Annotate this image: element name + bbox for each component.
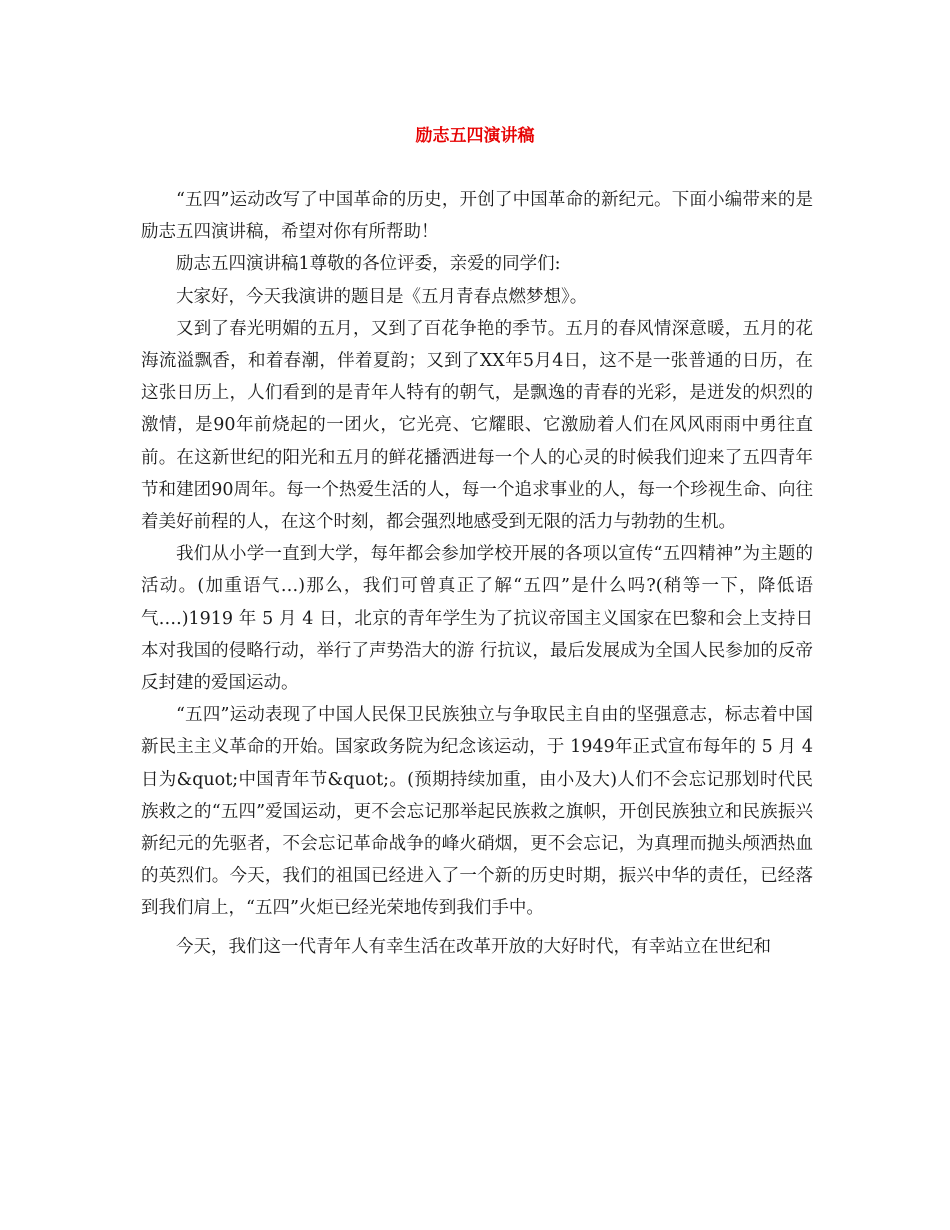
document-body <box>141 184 813 963</box>
paragraph-significance: “五四”运动表现了中国人民保卫民族独立与争取民主自由的坚强意志，标志着中国新民主主义革命的开始。国家政务院为纪念该运动，于 1949年正式宣布每年的 5 月 4 日为&quot;中国青年节&quot;。(预期持续加重，由小及大)人们不会忘记那划时代民族救之的“五四”爱国运动，更不会忘记那举起民族救之旗帜，开创民族独立和民族振兴新纪元的先驱者，不会忘记革命战争的峰火硝烟，更不会忘记，为真理而抛头颅洒热血的英烈们。今天，我们的祖国已经进入了一个新的历史时期，振兴中华的责任，已经落到我们肩上，“五四”火炬已经光荣地传到我们手中。 <box>141 705 813 919</box>
paragraph-may-spring: 又到了春光明媚的五月，又到了百花争艳的季节。五月的春风情深意暖，五月的花海流溢飘香，和着春潮，伴着夏韵；又到了XX年5月4日，这不是一张普通的日历，在这张日历上，人们看到的是青年人特有的朝气，是飘逸的青春的光彩，是迸发的炽烈的激情，是90年前烧起的一团火，它光亮、它耀眼、它激励着人们在风风雨雨中勇往直前。在这新世纪的阳光和五月的鲜花播洒进每一个人的心灵的时候我们迎来了五四青年节和建团90周年。每一个热爱生活的人，每一个追求事业的人，每一个珍视生命、向往着美好前程的人，在这个时刻，都会强烈地感受到无限的活力与勃勃的生机。 <box>141 318 813 533</box>
paragraph-history: 我们从小学一直到大学，每年都会参加学校开展的各项以宣传“五四精神”为主题的活动。(加重语气…)那么，我们可曾真正了解“五四”是什么吗?(稍等一下，降低语气….)1919 年 5 月 4 日，北京的青年学生为了抗议帝国主义国家在巴黎和会上支持日本对我国的侵略行动，举行了声势浩大的游 行抗议，最后发展成为全国人民参加的反帝反封建的爱国运动。 <box>141 544 813 694</box>
paragraph-today: 今天，我们这一代青年人有幸生活在改革开放的大好时代，有幸站立在世纪和 <box>176 936 771 957</box>
paragraph-topic: 大家好，今天我演讲的题目是《五月青春点燃梦想》。 <box>176 286 588 307</box>
paragraph-intro: “五四”运动改写了中国革命的历史，开创了中国革命的新纪元。下面小编带来的是励志五四演讲稿，希望对你有所帮助！ <box>141 190 813 243</box>
paragraph-greeting: 励志五四演讲稿1尊敬的各位评委，亲爱的同学们: <box>176 254 561 275</box>
document-title: 励志五四演讲稿 <box>415 126 535 146</box>
